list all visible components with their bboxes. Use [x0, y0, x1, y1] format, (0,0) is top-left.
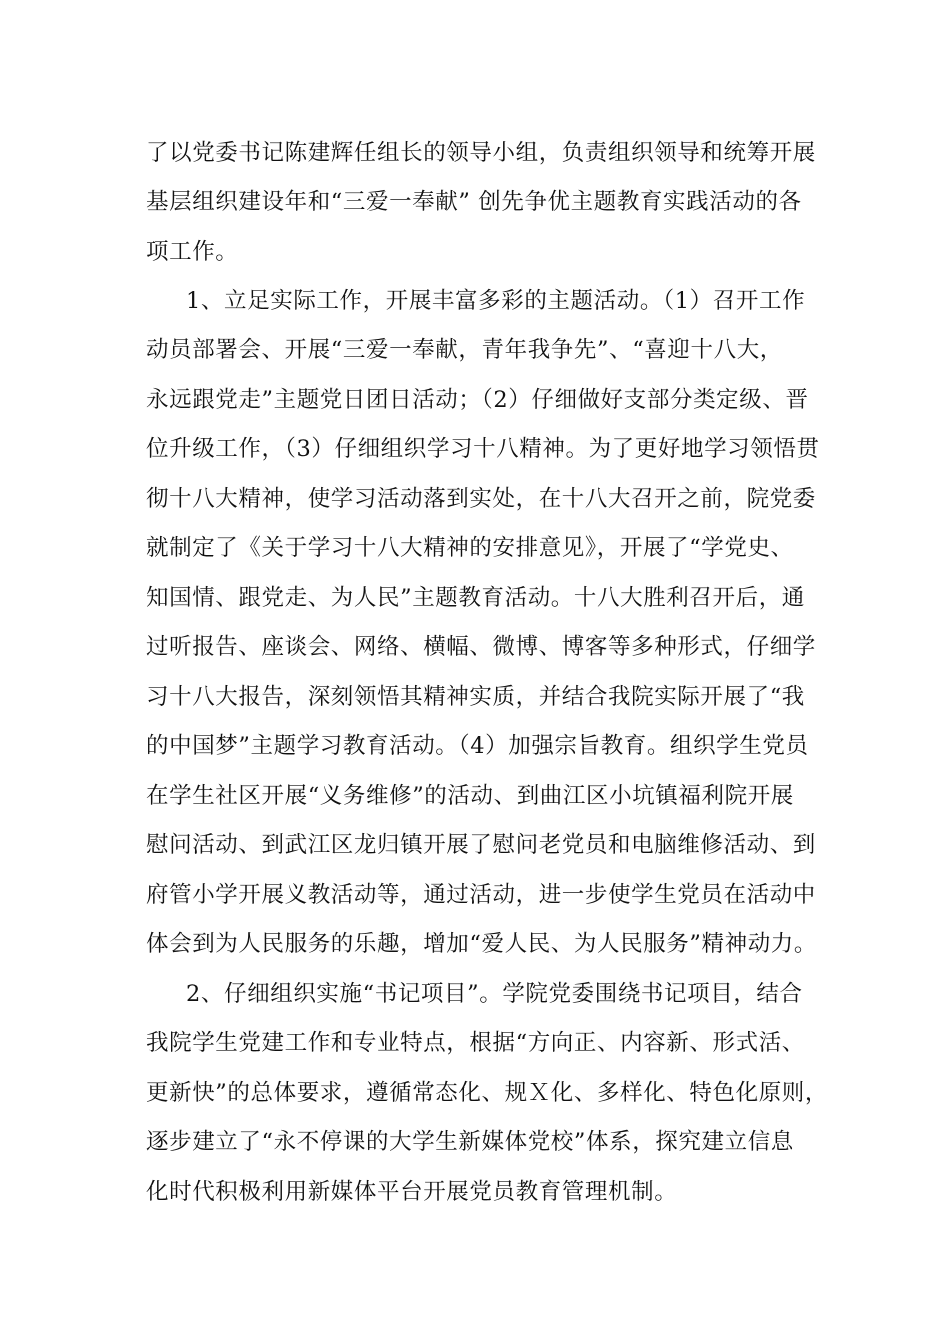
text-line: 彻十八大精神，使学习活动落到实处，在十八大召开之前，院党委 — [146, 486, 816, 512]
text-line: 的中国梦”主题学习教育活动。（4）加强宗旨教育。组织学生党员 — [146, 733, 809, 759]
text-line: 习十八大报告，深刻领悟其精神实质，并结合我院实际开展了“我 — [146, 684, 805, 710]
text-line: 逐步建立了“永不停课的大学生新媒体党校”体系，探究建立信息 — [146, 1129, 794, 1155]
text-line: 体会到为人民服务的乐趣，增加“爱人民、为人民服务”精神动力。 — [146, 931, 818, 957]
text-line: 1、立足实际工作，开展丰富多彩的主题活动。（1）召开工作 — [186, 288, 806, 314]
text-line: 在学生社区开展“义务维修”的活动、到曲江区小坑镇福利院开展 — [146, 783, 794, 809]
text-line: 过听报告、座谈会、网络、横幅、微博、博客等多种形式，仔细学 — [146, 634, 816, 660]
text-line: 我院学生党建工作和专业特点，根据“方向正、内容新、形式活、 — [146, 1030, 805, 1056]
text-line: 基层组织建设年和“三爱一奉献” 创先争优主题教育实践活动的各 — [146, 189, 802, 215]
text-line: 知国情、跟党走、为人民”主题教育活动。十八大胜利召开后，通 — [146, 585, 805, 611]
text-line: 更新快”的总体要求，遵循常态化、规Ｘ化、多样化、特色化原则， — [146, 1080, 829, 1106]
text-line: 了以党委书记陈建辉任组长的领导小组，负责组织领导和统筹开展 — [146, 140, 816, 166]
text-line: 永远跟党走”主题党日团日活动；（2）仔细做好支部分类定级、晋 — [146, 387, 809, 413]
text-line: 位升级工作，（3）仔细组织学习十八精神。为了更好地学习领悟贯 — [146, 436, 820, 462]
text-line: 就制定了《关于学习十八大精神的安排意见》，开展了“学党史、 — [146, 535, 794, 561]
text-line: 动员部署会、开展“三爱一奉献，青年我争先”、“喜迎十八大， — [146, 337, 783, 363]
text-line: 项工作。 — [146, 239, 239, 265]
text-line: 府管小学开展义教活动等，通过活动，进一步使学生党员在活动中 — [146, 882, 816, 908]
text-line: 2、仔细组织实施“书记项目”。学院党委围绕书记项目，结合 — [186, 981, 803, 1007]
text-line: 慰问活动、到武江区龙归镇开展了慰问老党员和电脑维修活动、到 — [146, 832, 816, 858]
text-line: 化时代积极利用新媒体平台开展党员教育管理机制。 — [146, 1179, 678, 1205]
